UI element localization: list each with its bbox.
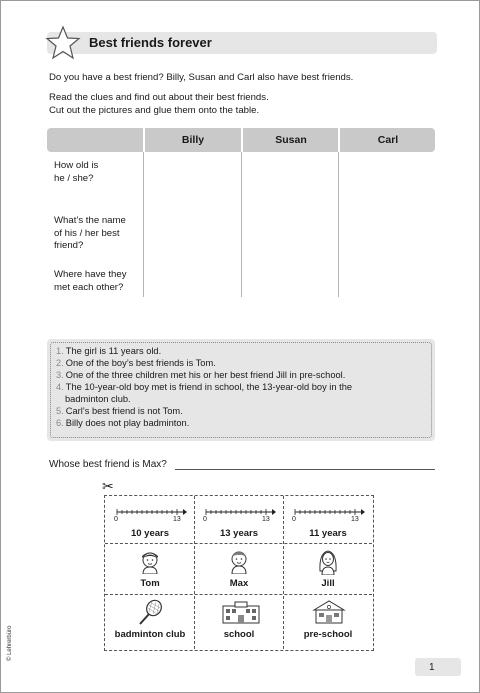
clue-4: 4. The 10-year-old boy met is friend in school, the 13-year-old boy in the (56, 382, 353, 392)
clue-1: 1. The girl is 11 years old. (56, 346, 162, 356)
clue-3: 3. One of the three children met his or her best friend Jill in pre-school. (56, 370, 346, 380)
clue-4-continued: badminton club. (65, 394, 131, 404)
page-number-box (415, 658, 461, 676)
table-divider (338, 152, 339, 297)
copyright-notice: © Lehrerbüro (7, 625, 13, 661)
page-title: Best friends forever (89, 35, 212, 50)
place-card-school[interactable]: school (223, 629, 255, 640)
place-card-pre-school[interactable]: pre-school (303, 629, 353, 640)
place-card-badminton-club[interactable]: badminton club (114, 629, 186, 640)
intro-line-3: Cut out the pictures and glue them onto the table. (49, 105, 260, 116)
intro-line-1: Do you have a best friend? Billy, Susan and Carl also have best friends. (49, 72, 354, 83)
boy-max-icon (228, 548, 250, 574)
boy-tom-icon (139, 548, 161, 574)
friend-card-jill[interactable]: Jill (321, 578, 335, 589)
age-card-10[interactable]: 10 years (130, 528, 170, 539)
answer-line[interactable] (175, 469, 435, 470)
star-icon (45, 25, 81, 61)
row-label-place: Where have they met each other? (54, 269, 127, 293)
column-susan: Susan (275, 134, 307, 146)
friend-card-tom[interactable]: Tom (140, 578, 160, 589)
age-card-11[interactable]: 11 years (309, 528, 347, 539)
school-building-icon (221, 600, 261, 624)
column-billy: Billy (181, 134, 205, 146)
question: Whose best friend is Max? (49, 459, 167, 470)
table-divider (241, 152, 242, 297)
scissors-icon: ✂ (102, 479, 114, 495)
clue-6: 6. Billy does not play badminton. (56, 418, 190, 428)
page-number: 1 (429, 662, 435, 673)
pre-school-building-icon (311, 599, 347, 625)
age-card-13[interactable]: 13 years (219, 528, 259, 539)
girl-jill-icon (317, 547, 339, 575)
column-carl: Carl (377, 134, 399, 146)
badminton-racket-icon (135, 599, 165, 625)
clue-5: 5. Carl’s best friend is not Tom. (56, 406, 183, 416)
intro-line-2: Read the clues and find out about their best friends. (49, 92, 269, 103)
clue-2: 2. One of the boy’s best friends is Tom. (56, 358, 216, 368)
cutout-grid: 0 13 10 years 0 13 13 years 0 13 11 years Tom Max Jill badminton club school pre-school (104, 495, 374, 651)
table-header (47, 128, 435, 152)
row-label-age: How old is he / she? (54, 160, 99, 184)
row-label-friend: What’s the name of his / her best friend? (54, 215, 126, 251)
friend-card-max[interactable]: Max (229, 578, 249, 589)
